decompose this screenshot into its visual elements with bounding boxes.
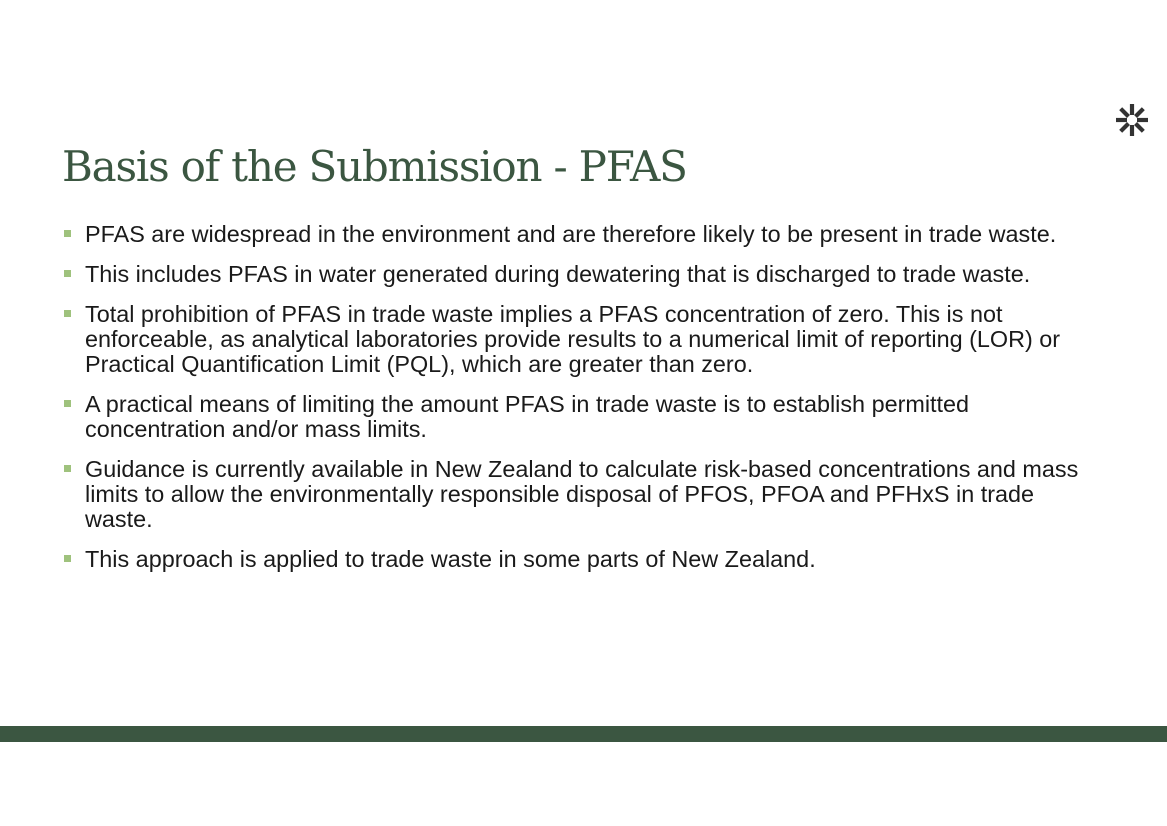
bullet-text: Guidance is currently available in New Zealand to calculate risk-based concentrations and mass limits to allow the environmentally responsible disposal of PFOS, PFOA and PFHxS in trade waste. bbox=[85, 456, 1079, 532]
footer-bar bbox=[0, 726, 1167, 742]
asterisk-burst-logo-icon bbox=[1114, 102, 1150, 138]
bullet-text: Total prohibition of PFAS in trade waste implies a PFAS concentration of zero. This is not enforceable, as analytical laboratories provide results to a numerical limit of reporting (LOR) or Practical Quantification Limit (PQL), which are greater than zero. bbox=[85, 301, 1061, 377]
bullet-item bbox=[62, 302, 1107, 377]
bullet-text: PFAS are widespread in the environment and are therefore likely to be present in trade waste. bbox=[85, 221, 1057, 247]
bullet-marker bbox=[64, 400, 71, 407]
bullet-list bbox=[62, 222, 1107, 587]
bullet-marker bbox=[64, 230, 71, 237]
logo-ray bbox=[1121, 109, 1129, 117]
logo-ray bbox=[1136, 109, 1144, 117]
bullet-item bbox=[62, 457, 1107, 532]
bullet-marker bbox=[64, 270, 71, 277]
bullet-item bbox=[62, 262, 1107, 287]
bullet-item bbox=[62, 392, 1107, 442]
bullet-text: This includes PFAS in water generated during dewatering that is discharged to trade waste. bbox=[85, 261, 1031, 287]
bullet-text: This approach is applied to trade waste in some parts of New Zealand. bbox=[85, 546, 816, 572]
bullet-item bbox=[62, 547, 1107, 572]
logo-ray bbox=[1136, 124, 1144, 132]
bullet-marker bbox=[64, 310, 71, 317]
bullet-item bbox=[62, 222, 1107, 247]
bullet-marker bbox=[64, 555, 71, 562]
bullet-marker bbox=[64, 465, 71, 472]
logo-ray bbox=[1121, 124, 1129, 132]
slide-title: Basis of the Submission - PFAS bbox=[62, 142, 687, 191]
bullet-text: A practical means of limiting the amount PFAS in trade waste is to establish permitted concentration and/or mass limits. bbox=[85, 391, 970, 442]
